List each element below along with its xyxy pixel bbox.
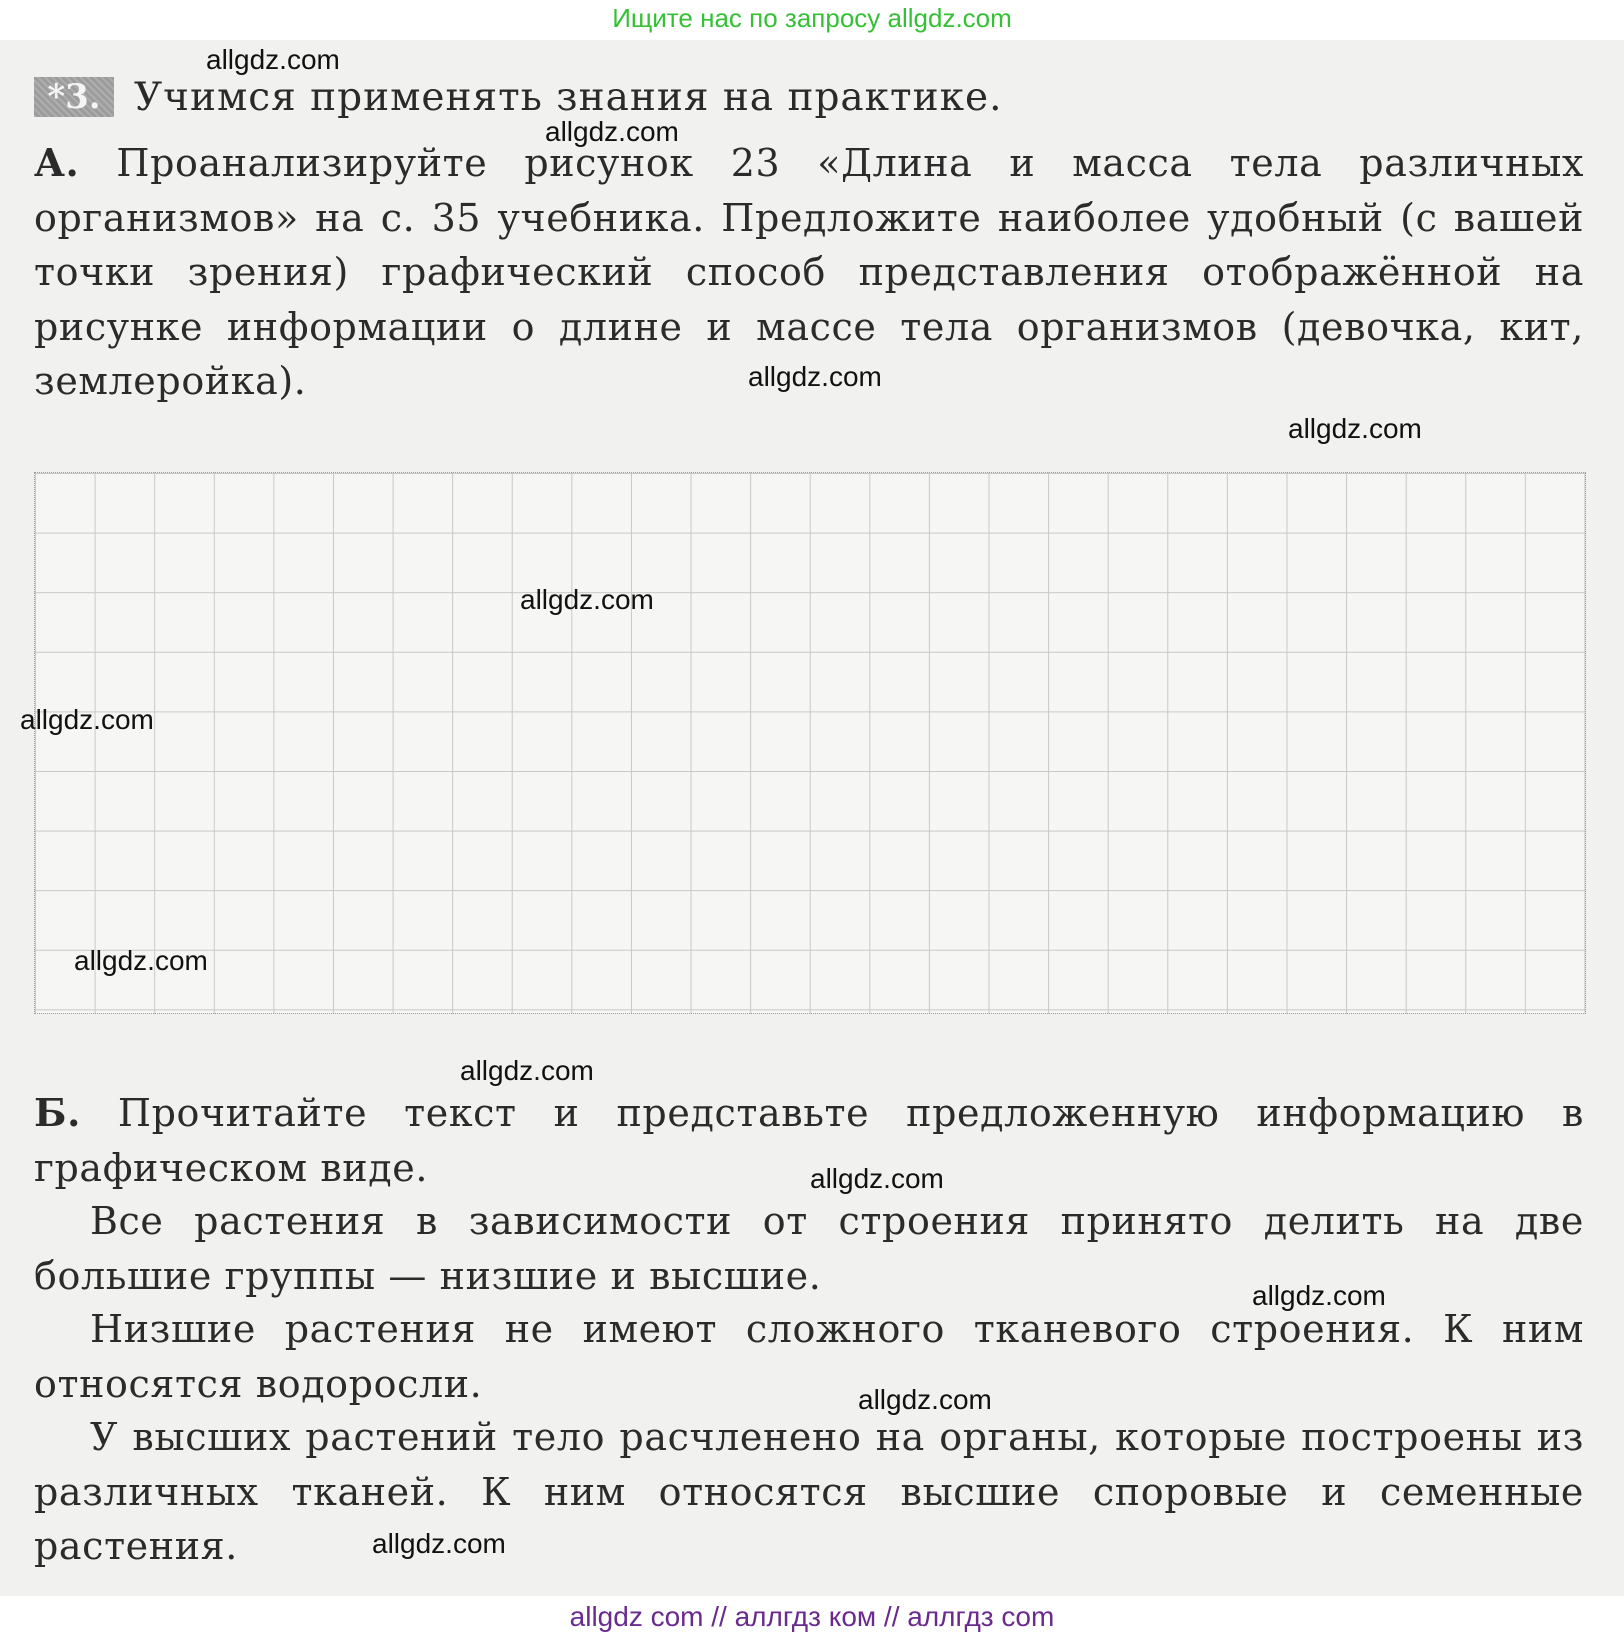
watermark: allgdz.com xyxy=(460,1055,594,1086)
part-b-body: Прочитайте текст и представьте предложенную информацию в графическом виде. xyxy=(34,1091,1584,1190)
watermark: allgdz.com xyxy=(1288,413,1422,444)
watermark: allgdz.com xyxy=(545,116,679,147)
watermark: allgdz.com xyxy=(1252,1280,1386,1311)
watermark: allgdz.com xyxy=(810,1163,944,1194)
bottom-banner: allgdz com // аллгдз ком // аллгдз com xyxy=(0,1596,1624,1638)
watermark: allgdz.com xyxy=(206,44,340,75)
part-b-text xyxy=(34,1086,1584,1195)
answer-grid[interactable] xyxy=(34,472,1586,1014)
task-heading xyxy=(34,72,1002,122)
watermark: allgdz.com xyxy=(520,584,654,615)
task-title: Учимся применять знания на практике. xyxy=(134,74,1003,120)
top-banner: Ищите нас по запросу allgdz.com xyxy=(0,0,1624,40)
part-b-paragraph-1: Все растения в зависимости от строения принято делить на две большие группы — низшие и высшие. xyxy=(34,1199,1584,1298)
part-b-paragraph-2: Низшие растения не имеют сложного тканевого строения. К ним относятся водоросли. xyxy=(34,1307,1584,1406)
part-a-body: Проанализируйте рисунок 23 «Длина и масса тела различных организмов» на с. 35 учебника. Предложите наиболее удобный (с вашей точки зрения) графический способ представления отображённой на рисунке информации о длине и массе тела организмов (девочка, кит, землеройка). xyxy=(34,141,1584,403)
part-b-label: Б. xyxy=(34,1090,81,1135)
part-a-label: А. xyxy=(34,140,80,185)
part-b-paragraph-3: У высших растений тело расчленено на органы, которые построены из различных тканей. К ним относятся высшие споровые и семенные растения. xyxy=(34,1415,1584,1568)
watermark: allgdz.com xyxy=(372,1528,506,1559)
watermark: allgdz.com xyxy=(20,704,154,735)
task-number-badge: *3. xyxy=(34,77,114,117)
watermark: allgdz.com xyxy=(74,945,208,976)
watermark: allgdz.com xyxy=(748,361,882,392)
watermark: allgdz.com xyxy=(858,1384,992,1415)
